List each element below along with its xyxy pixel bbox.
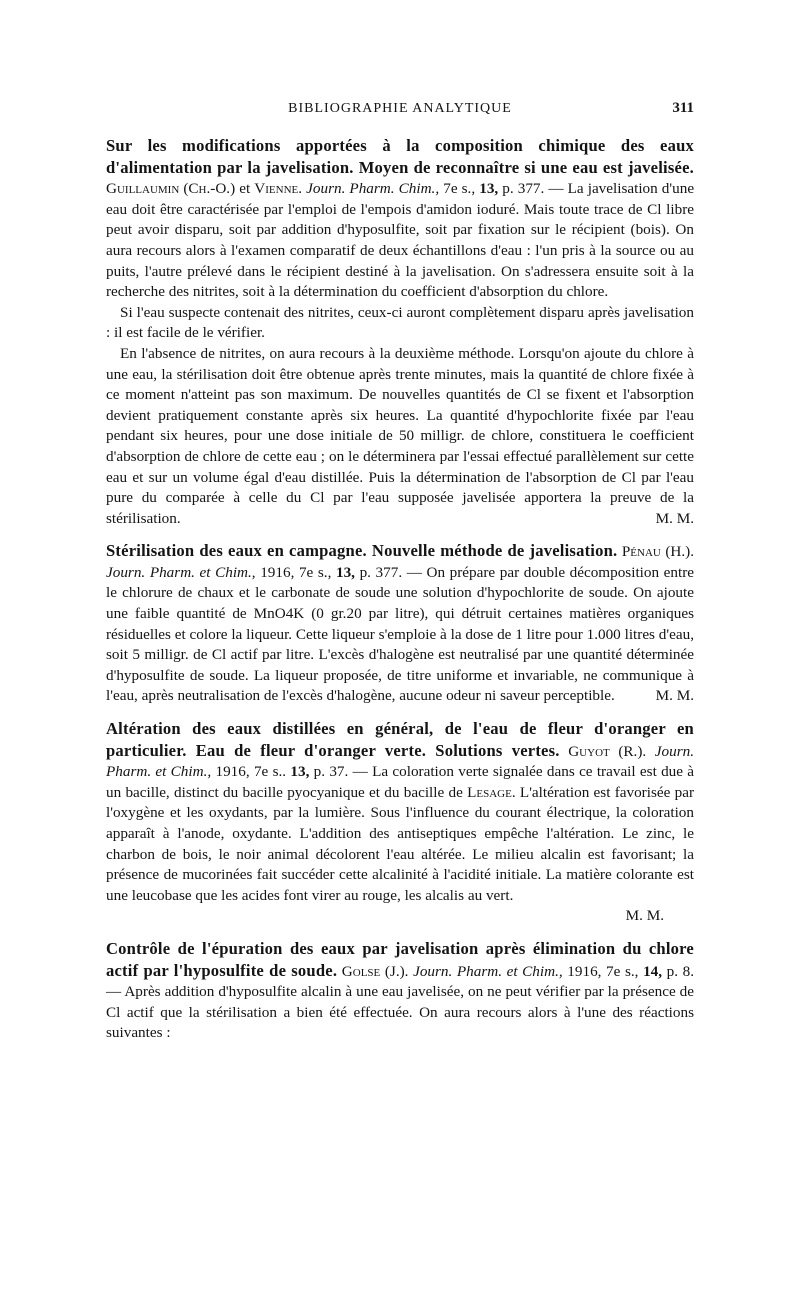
article-2-journal: Journ. Pharm. et Chim.,	[106, 563, 256, 581]
article-3-author-ref: Lesage.	[467, 783, 516, 801]
article-4-author: Golse (J.).	[341, 962, 409, 980]
article-1-volume: 13,	[479, 180, 499, 198]
article-1-paragraph-3	[106, 344, 694, 529]
article-2-title: Stérilisation des eaux en campagne. Nouvelle méthode de javelisation.	[106, 541, 618, 561]
article-1-signature: M. M.	[655, 509, 694, 527]
article-3-year-series: 1916, 7e s..	[215, 763, 287, 781]
article-3	[106, 719, 694, 927]
article-4-title: Contrôle de l'épuration des eaux par javelisation après élimination du chlore actif par l'hyposulfite de soude.	[106, 938, 694, 980]
article-3-body-2: L'altération est favorisée par l'oxygène et les oxydants, par la lumière. Sous l'influence du courant électrique, la coloration apparaît à l'anode, oxydante. L'addition des antiseptiques empêche l'altération. Le zinc, le charbon de bois, le noir animal décolorent l'eau altérée. Le milieu alcalin est favorisant; la présence de mucorinées fait succéder cette alcalinité à l'acidité initiale. La matière colorante est une leucobase que les acides font virer au rouge, les alcalis au vert.	[106, 783, 695, 904]
article-3-author: Guyot (R.).	[568, 742, 647, 760]
article-2-paragraph	[106, 541, 694, 707]
article-1-series: 7e s.,	[443, 180, 476, 198]
article-1-journal: Journ. Pharm. Chim.,	[306, 180, 440, 198]
article-4-body: p. 8. — Après addition d'hyposulfite alcalin à une eau javelisée, on ne peut vérifier par la présence de Cl actif que la stérilisation a bien été effectuée. On aura recours alors à l'une des réactions suivantes :	[106, 962, 695, 1042]
running-header	[106, 98, 694, 122]
article-2-year-series: 1916, 7e s.,	[260, 563, 332, 581]
article-1-body: p. 377. — La javelisation d'une eau doit être caractérisée par l'emploi de l'empois d'amidon ioduré. Mais toute trace de Cl libre peut avoir disparu, soit par addition d'hyposulfite, soit par fixation sur le récipient (bois). On aura recours alors à l'examen comparatif de deux échantillons d'eau : l'un pris à la source ou au puits, l'autre prélevé dans le récipient destiné à la javelisation. On s'adressera ensuite soit à la recherche des nitrites, soit à la détermination du coefficient d'absorption du chlore.	[106, 180, 695, 301]
article-1-title: Sur les modifications apportées à la composition chimique des eaux d'alimentation par la javelisation. Moyen de reconnaître si une eau est javelisée.	[106, 136, 694, 177]
article-1-author-1: Guillaumin (Ch.-O.)	[106, 180, 236, 198]
document-page	[106, 98, 694, 1056]
article-2-author: Pénau (H.).	[621, 543, 694, 561]
article-1-paragraph-2: Si l'eau suspecte contenait des nitrites, ceux-ci auront complètement disparu après javelisation : il est facile de le vérifier.	[106, 303, 694, 342]
article-3-paragraph	[106, 719, 694, 906]
article-1-paragraph-1	[106, 136, 694, 303]
article-1-author-joiner: et	[239, 180, 251, 198]
article-3-signature: M. M.	[625, 907, 664, 925]
article-2-volume: 13,	[335, 563, 355, 581]
article-2	[106, 541, 694, 707]
article-4-paragraph	[106, 939, 694, 1044]
article-1	[106, 136, 694, 529]
article-3-body: p. 37. — La coloration verte signalée dans ce travail est due à un bacille, distinct du bacille pyocyanique et du bacille de	[106, 763, 695, 801]
article-3-journal: Journ. Pharm. et Chim.,	[106, 742, 694, 781]
article-2-body: p. 377. — On prépare par double décomposition entre le chlorure de chaux et le carbonate de soude une solution d'hypochlorite de soude. On ajoute une faible quantité de MnO4K (0 gr.20 par litre), qui détruit certaines matières organiques résiduelles et colore la liqueur. Cette liqueur s'emploie à la dose de 1 litre pour 1.000 litres d'eau, soit 5 milligr. de Cl actif par litre. L'excès d'halogène est neutralisé par une quantité déterminée d'hyposulfite de soude. La liqueur proposée, de titre uniforme et invariable, ne communique à l'eau, après neutralisation de l'excès d'halogène, aucune odeur ni saveur perceptible.	[106, 563, 695, 705]
running-title: BIBLIOGRAPHIE ANALYTIQUE	[288, 101, 512, 116]
article-3-volume: 13,	[290, 763, 310, 781]
article-3-title: Altération des eaux distillées en général, de l'eau de fleur d'oranger en particulier. Eau de fleur d'oranger verte. Solutions vertes.	[106, 719, 694, 760]
article-4-year-series: 1916, 7e s.,	[567, 962, 639, 980]
page-number: 311	[672, 100, 694, 116]
article-1-author-2: Vienne.	[254, 180, 303, 198]
article-2-signature: M. M.	[655, 687, 694, 705]
article-4	[106, 939, 694, 1044]
article-4-journal: Journ. Pharm. et Chim.,	[413, 962, 563, 980]
article-4-volume: 14,	[643, 962, 663, 980]
article-1-paragraph-3-text: En l'absence de nitrites, on aura recours à la deuxième méthode. Lorsqu'on ajoute du chlore à une eau, la stérilisation doit être obtenue après trente minutes, mais la quantité de chlore fixée à ce moment n'atteint pas son maximum. De nouvelles quantités de Cl se fixent et l'absorption devient pratiquement constante après six heures. La quantité d'hypochlorite fixée par l'eau pendant six heures, pour une dose initiale de 50 milligr. de chlore, constituera le coefficient d'absorption de chlore de cette eau ; on le déterminera par l'essai effectué parallèlement sur cette eau et sur un volume égal d'eau distillée. Puis la détermination de l'absorption de Cl par l'eau pure du comparée à celle du Cl par l'eau supposée javelisée apportera la preuve de la stérilisation.	[106, 344, 694, 527]
